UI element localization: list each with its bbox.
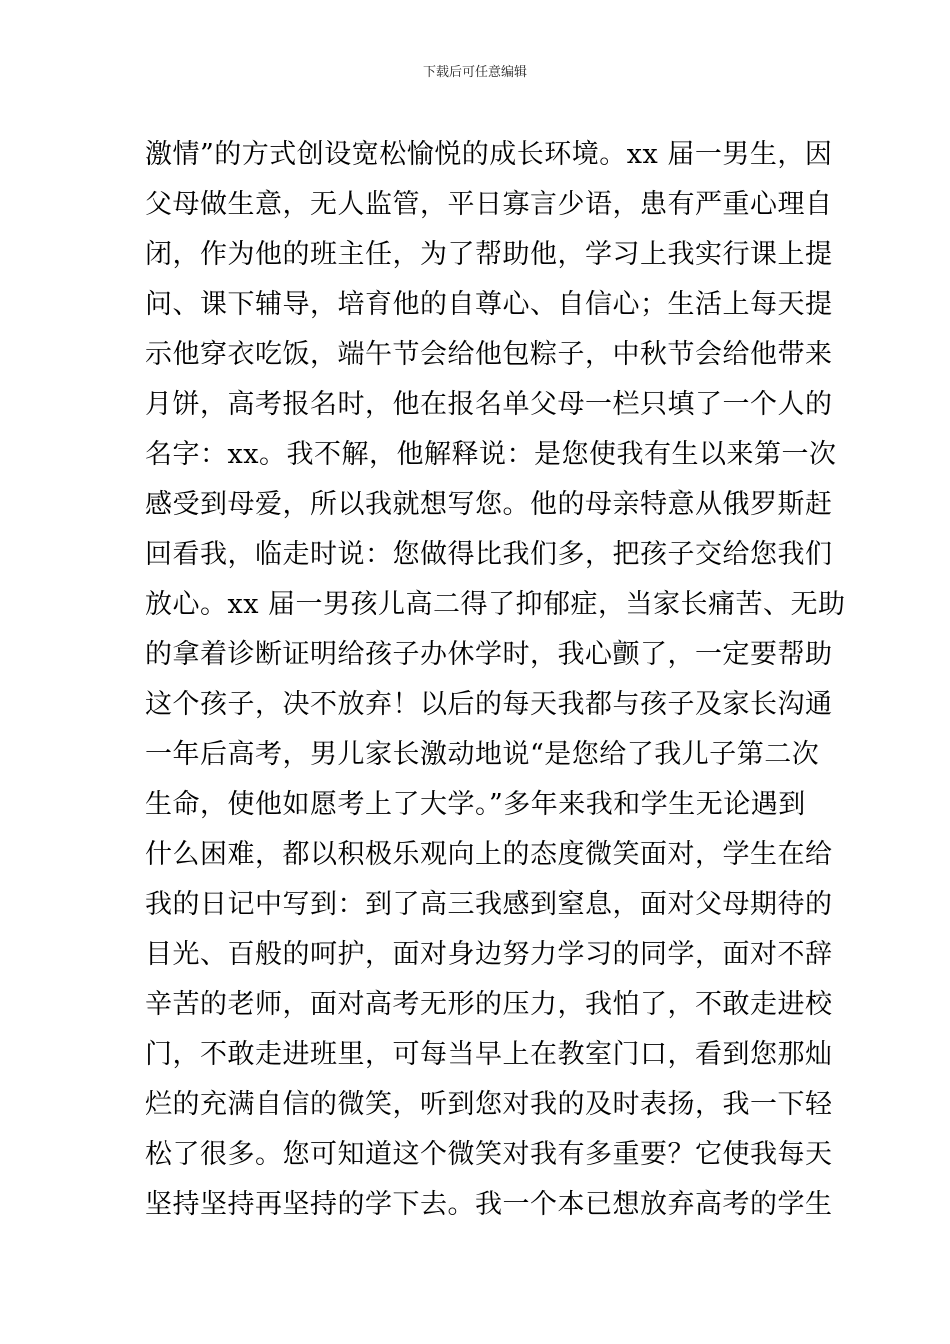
text-line: 什么困难，都以积极乐观向上的态度微笑面对，学生在给 <box>145 839 833 870</box>
text-line: 门，不敢走进班里，可每当早上在教室门口，看到您那灿 <box>145 1039 833 1070</box>
text-line: 名字：xx。我不解，他解释说：是您使我有生以来第一次 <box>145 439 837 470</box>
text-line: 放心。xx 届一男孩儿高二得了抑郁症，当家长痛苦、无助 <box>145 589 846 620</box>
text-line: 示他穿衣吃饭，端午节会给他包粽子，中秋节会给他带来 <box>145 339 833 370</box>
text-line: 父母做生意，无人监管，平日寡言少语，患有严重心理自 <box>145 189 833 220</box>
page-header: 下载后可任意编辑 <box>422 65 527 80</box>
text-line: 感受到母爱，所以我就想写您。他的母亲特意从俄罗斯赶 <box>145 489 833 520</box>
text-line: 我的日记中写到：到了高三我感到窒息，面对父母期待的 <box>145 889 833 920</box>
text-line: 一年后高考，男儿家长激动地说“是您给了我儿子第二次 <box>145 739 820 770</box>
text-line: 辛苦的老师，面对高考无形的压力，我怕了，不敢走进校 <box>145 989 833 1020</box>
text-line: 目光、百般的呵护，面对身边努力学习的同学，面对不辞 <box>145 939 833 970</box>
document-body <box>145 130 846 1230</box>
text-line: 激情”的方式创设宽松愉悦的成长环境。xx 届一男生，因 <box>145 139 833 170</box>
text-line: 生命，使他如愿考上了大学。”多年来我和学生无论遇到 <box>145 789 806 820</box>
text-line: 坚持坚持再坚持的学下去。我一个本已想放弃高考的学生 <box>145 1189 833 1220</box>
text-line: 月饼，高考报名时，他在报名单父母一栏只填了一个人的 <box>145 389 833 420</box>
text-line: 烂的充满自信的微笑，听到您对我的及时表扬，我一下轻 <box>145 1089 833 1120</box>
text-line: 的拿着诊断证明给孩子办休学时，我心颤了，一定要帮助 <box>145 639 833 670</box>
text-line: 这个孩子，决不放弃！以后的每天我都与孩子及家长沟通 <box>145 689 833 720</box>
text-line: 问、课下辅导，培育他的自尊心、自信心；生活上每天提 <box>145 289 833 320</box>
text-line: 松了很多。您可知道这个微笑对我有多重要？它使我每天 <box>145 1139 833 1170</box>
text-line: 回看我，临走时说：您做得比我们多，把孩子交给您我们 <box>145 539 833 570</box>
text-line: 闭，作为他的班主任，为了帮助他，学习上我实行课上提 <box>145 239 833 270</box>
